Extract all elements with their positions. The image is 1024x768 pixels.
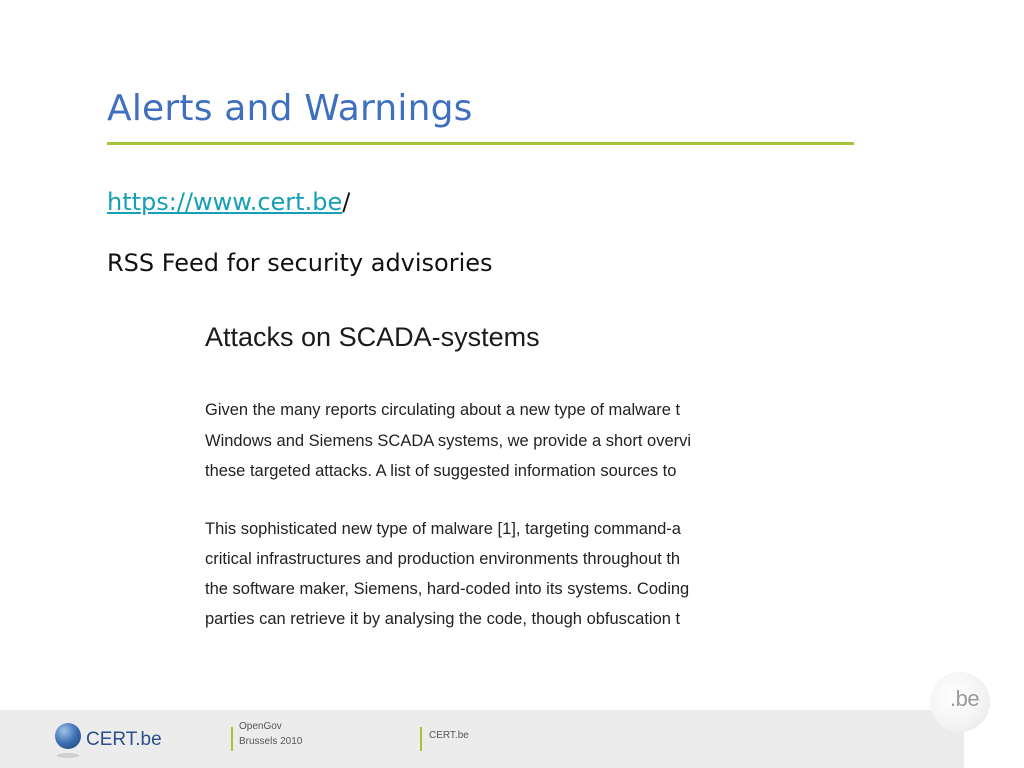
event-name: OpenGov bbox=[239, 721, 282, 732]
title-divider bbox=[107, 142, 854, 145]
advisory-line: parties can retrieve it by analysing the code, though obfuscation t bbox=[205, 610, 681, 628]
footer-separator bbox=[420, 727, 422, 751]
advisory-line: the software maker, Siemens, hard-coded into its systems. Coding bbox=[205, 580, 690, 598]
logo-shadow bbox=[57, 753, 79, 758]
footer-separator bbox=[231, 727, 233, 751]
event-place: Brussels 2010 bbox=[239, 736, 303, 747]
cert-globe-icon bbox=[55, 723, 81, 749]
advisory-line: these targeted attacks. A list of suggested information sources to bbox=[205, 462, 677, 480]
footer-logo-text: CERT.be bbox=[86, 729, 162, 750]
be-badge-text: .be bbox=[950, 686, 980, 711]
cert-link[interactable]: https://www.cert.be bbox=[107, 188, 343, 216]
url-suffix: / bbox=[342, 188, 351, 216]
advisory-line: critical infrastructures and production environments throughout th bbox=[205, 550, 681, 568]
advisory-heading: Attacks on SCADA-systems bbox=[205, 322, 540, 352]
advisory-line: This sophisticated new type of malware [1], targeting command-a bbox=[205, 520, 681, 538]
advisory-line: Given the many reports circulating about a new type of malware t bbox=[205, 401, 681, 419]
rss-description: RSS Feed for security advisories bbox=[107, 249, 493, 277]
slide-title: Alerts and Warnings bbox=[107, 88, 473, 129]
advisory-screenshot bbox=[203, 316, 775, 639]
url-line bbox=[107, 188, 350, 216]
footer-org: CERT.be bbox=[429, 730, 469, 741]
advisory-line: Windows and Siemens SCADA systems, we provide a short overvi bbox=[205, 432, 692, 450]
